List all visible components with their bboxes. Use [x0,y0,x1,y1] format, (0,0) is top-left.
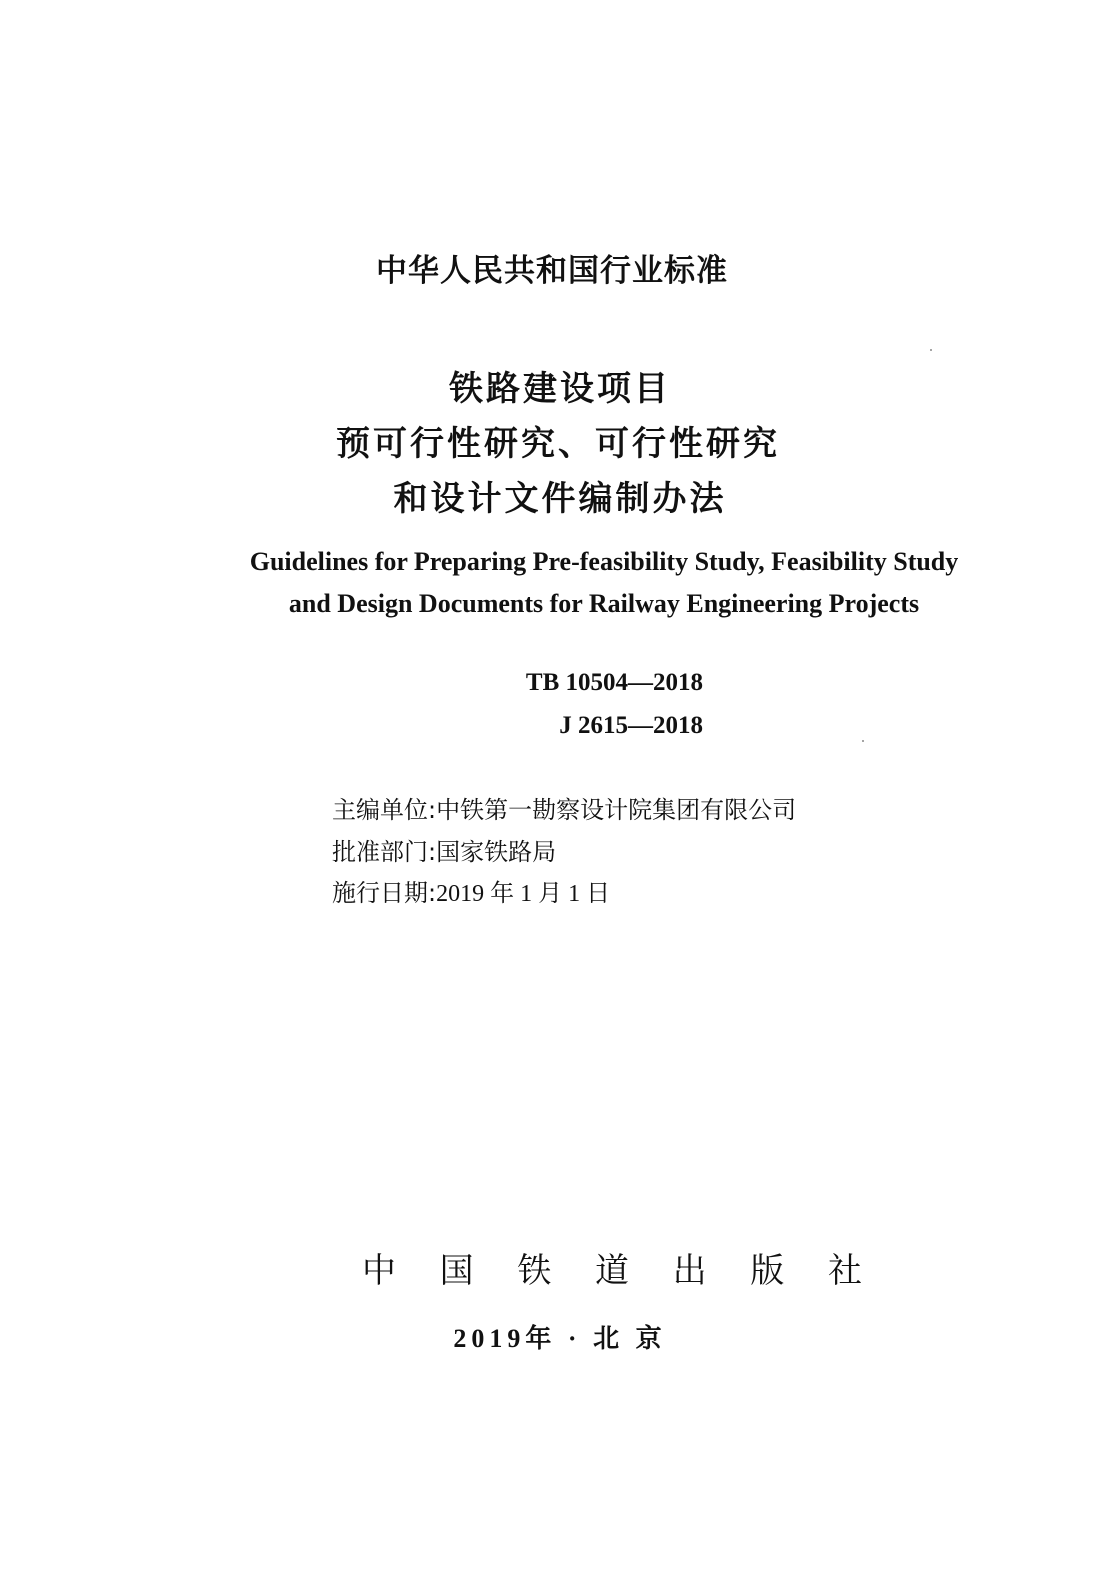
scan-speck [930,349,932,351]
editor-value: 中铁第一勘察设计院集团有限公司 [436,796,797,824]
publisher-char: 铁 [517,1251,552,1291]
approver-value: 国家铁路局 [436,838,557,866]
title-en-line1: Guidelines for Preparing Pre-feasibility Study, Feasibility Study [249,547,959,576]
approver-label: 批准部门: [332,838,437,866]
publisher-char: 道 [594,1251,629,1291]
publish-date: 2019年 · 北 京 [453,1324,667,1353]
date-value: 2019 年 1 月 1 日 [436,881,611,907]
scan-speck [862,740,864,742]
standard-header: 中华人民共和国行业标准 [376,253,728,289]
date-label: 施行日期: [332,879,437,907]
publisher-char: 出 [672,1251,707,1291]
title-cn-line3: 和设计文件编制办法 [393,479,727,519]
publisher-char: 版 [750,1251,785,1291]
publisher-char: 社 [827,1251,862,1291]
title-cn-line2: 预可行性研究、可行性研究 [336,424,780,464]
editor-label: 主编单位: [332,796,437,824]
editor-row [332,790,796,825]
publisher-char: 国 [439,1251,474,1291]
title-en-line2: and Design Documents for Railway Engineering Projects [288,589,920,618]
publisher-char: 中 [362,1251,396,1291]
approver-row [332,832,556,867]
publisher-name [362,1243,862,1292]
j-code: J 2615—2018 [559,712,703,739]
date-row [332,873,610,908]
title-cn-line1: 铁路建设项目 [449,369,671,409]
tb-code: TB 10504—2018 [525,669,703,696]
